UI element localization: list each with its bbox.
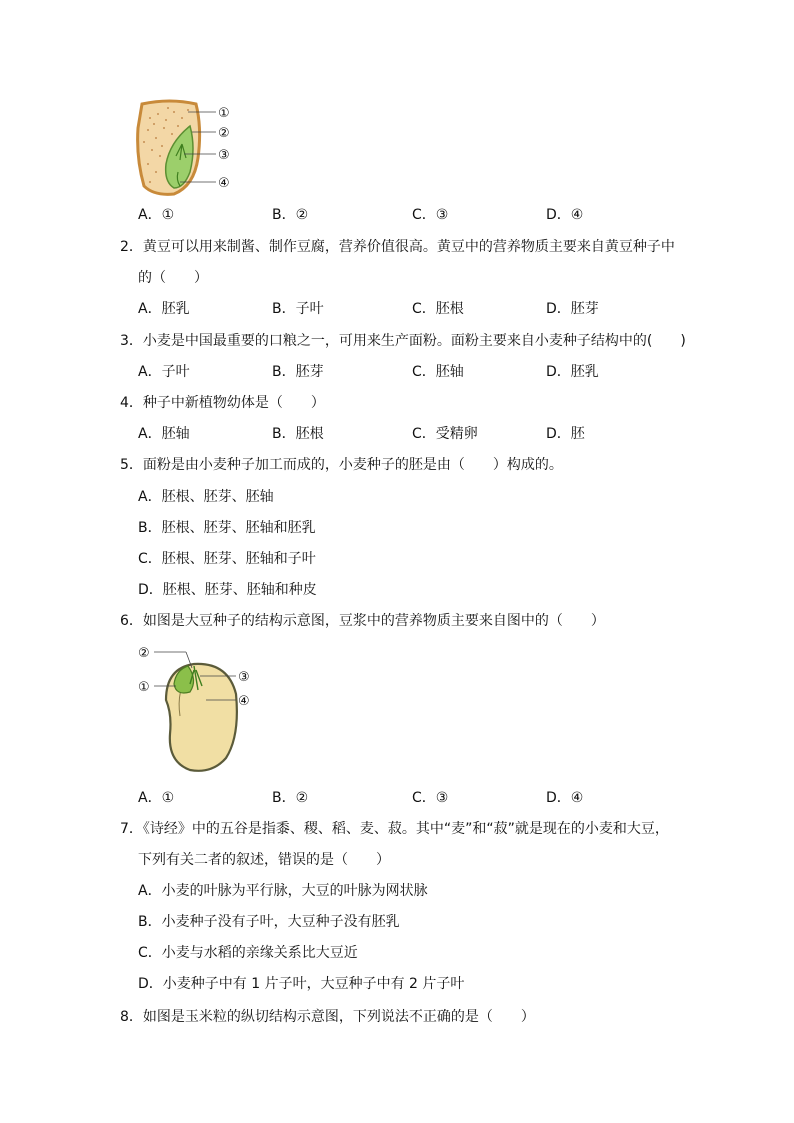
q6-option-c[interactable]: C．③: [412, 790, 449, 806]
fig1-label-4: ④: [218, 176, 230, 191]
fig2-label-3: ③: [238, 670, 250, 685]
q3-option-d[interactable]: D．胚乳: [546, 364, 599, 380]
q1-option-a[interactable]: A．①: [138, 207, 175, 223]
fig1-label-2: ②: [218, 126, 230, 141]
q4-option-a[interactable]: A．胚轴: [138, 426, 190, 442]
q2-stem-line2: 的（ ）: [138, 270, 208, 286]
q3-option-a[interactable]: A．子叶: [138, 364, 190, 380]
q6-option-a[interactable]: A．①: [138, 790, 175, 806]
q2-stem-line1: 2．黄豆可以用来制酱、制作豆腐，营养价值很高。黄豆中的营养物质主要来自黄豆种子中: [120, 239, 675, 255]
fig1-label-1: ①: [218, 106, 230, 121]
q8-stem: 8．如图是玉米粒的纵切结构示意图，下列说法不正确的是（ ）: [120, 1009, 535, 1025]
q5-option-d[interactable]: D．胚根、胚芽、胚轴和种皮: [138, 582, 317, 598]
q1-option-c[interactable]: C．③: [412, 207, 449, 223]
q7-stem-line1: 7．《诗经》中的五谷是指黍、稷、稻、麦、菽。其中“麦”和“菽”就是现在的小麦和大豆，: [120, 821, 669, 837]
fig2-label-4: ④: [238, 694, 250, 709]
q5-option-a[interactable]: A．胚根、胚芽、胚轴: [138, 489, 274, 505]
q4-stem: 4．种子中新植物幼体是（ ）: [120, 395, 325, 411]
q1-option-b[interactable]: B．②: [272, 207, 309, 223]
q6-option-d[interactable]: D．④: [546, 790, 584, 806]
q4-option-d[interactable]: D．胚: [546, 426, 585, 442]
q2-option-c[interactable]: C．胚根: [412, 301, 464, 317]
fig2-label-2: ②: [138, 646, 150, 661]
q3-option-b[interactable]: B．胚芽: [272, 364, 324, 380]
q7-option-d[interactable]: D．小麦种子中有 1 片子叶，大豆种子中有 2 片子叶: [138, 976, 465, 992]
q7-stem-line2: 下列有关二者的叙述，错误的是（ ）: [138, 852, 390, 868]
q7-option-a[interactable]: A．小麦的叶脉为平行脉，大豆的叶脉为网状脉: [138, 883, 428, 899]
q5-stem: 5．面粉是由小麦种子加工而成的，小麦种子的胚是由（ ）构成的。: [120, 457, 563, 473]
q3-option-c[interactable]: C．胚轴: [412, 364, 464, 380]
q2-option-d[interactable]: D．胚芽: [546, 301, 599, 317]
fig2-label-1: ①: [138, 680, 150, 695]
q6-option-b[interactable]: B．②: [272, 790, 309, 806]
q4-option-c[interactable]: C．受精卵: [412, 426, 478, 442]
q5-option-c[interactable]: C．胚根、胚芽、胚轴和子叶: [138, 551, 316, 567]
q4-option-b[interactable]: B．胚根: [272, 426, 324, 442]
q6-stem: 6．如图是大豆种子的结构示意图，豆浆中的营养物质主要来自图中的（ ）: [120, 613, 605, 629]
q7-option-c[interactable]: C．小麦与水稻的亲缘关系比大豆近: [138, 945, 358, 961]
q7-option-b[interactable]: B．小麦种子没有子叶，大豆种子没有胚乳: [138, 914, 400, 930]
q2-option-b[interactable]: B．子叶: [272, 301, 324, 317]
q1-option-d[interactable]: D．④: [546, 207, 584, 223]
fig1-label-3: ③: [218, 148, 230, 163]
q5-option-b[interactable]: B．胚根、胚芽、胚轴和胚乳: [138, 520, 316, 536]
soybean-seed-figure: [136, 640, 276, 780]
q3-stem: 3．小麦是中国最重要的口粮之一，可用来生产面粉。面粉主要来自小麦种子结构中的( ): [120, 333, 686, 349]
q2-option-a[interactable]: A．胚乳: [138, 301, 190, 317]
corn-kernel-figure: [130, 98, 250, 198]
